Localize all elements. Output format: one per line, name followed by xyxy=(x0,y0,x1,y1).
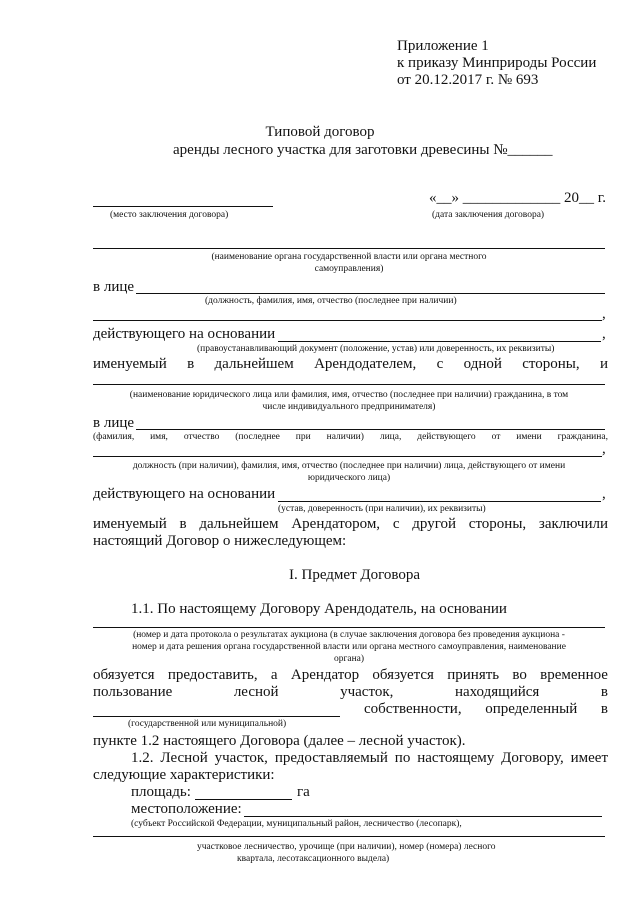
area-label: площадь: xyxy=(131,784,191,800)
date-field: «__» _____________ 20__ г. xyxy=(429,190,606,206)
lessee-name-caption-1: (наименование юридического лица или фамилия, имя, отчество (последнее при наличии) гражданина, в том xyxy=(129,390,569,400)
lessee-comma-2: , xyxy=(602,486,606,502)
word: другой xyxy=(412,516,457,532)
organ-caption-1: (наименование органа государственной власти или органа местного xyxy=(211,252,487,262)
lessor-named-line xyxy=(93,356,608,373)
lessor-comma-1: , xyxy=(602,306,606,322)
word: при xyxy=(295,432,311,442)
word: по xyxy=(394,750,411,766)
paragraph-1-1-end: пункте 1.2 настоящего Договора (далее – лесной участок). xyxy=(93,733,466,749)
paragraph-1-1: 1.1. По настоящему Договору Арендодатель, на основании xyxy=(131,601,507,617)
lessee-person-line-2 xyxy=(93,456,602,457)
protocol-caption-3: органа) xyxy=(333,654,365,664)
word: участок, xyxy=(340,684,394,700)
word: находящийся xyxy=(454,684,540,700)
lessor-person-line xyxy=(136,293,605,294)
word: гражданина, xyxy=(557,432,608,442)
lessee-comma-1: , xyxy=(602,441,606,457)
word: в xyxy=(600,701,608,717)
word: принять xyxy=(447,667,500,683)
word: пользование xyxy=(93,684,173,700)
word: с xyxy=(436,356,444,372)
title-line-2: аренды лесного участка для заготовки древесины №______ xyxy=(173,142,553,158)
word: 1.2. xyxy=(131,750,154,766)
word: лесной xyxy=(233,684,279,700)
section-heading: I. Предмет Договора xyxy=(289,567,421,583)
date-caption: (дата заключения договора) xyxy=(432,210,545,220)
location-caption: (субъект Российской Федерации, муниципальный район, лесничество (лесопарк), xyxy=(131,819,462,829)
lessee-named-line xyxy=(93,516,608,533)
place-line xyxy=(93,206,273,207)
word: обязуется xyxy=(372,667,434,683)
obligation-line xyxy=(93,667,608,684)
word: в xyxy=(187,356,195,372)
word: наличии) xyxy=(326,432,364,442)
location-label: местоположение: xyxy=(131,801,242,817)
use-line xyxy=(93,684,608,701)
word: в xyxy=(179,516,187,532)
lessee-named-line-2: настоящий Договор о нижеследующем: xyxy=(93,533,347,549)
word: с xyxy=(392,516,400,532)
word: заключили xyxy=(538,516,608,532)
lessor-basis-label: действующего на основании xyxy=(93,326,276,342)
district-line xyxy=(93,836,605,837)
ownership-line xyxy=(93,716,340,717)
lessor-person-line-2 xyxy=(93,320,602,321)
lessee-person-caption xyxy=(93,432,608,442)
word: дальнейшем xyxy=(214,356,294,372)
word: лица, xyxy=(379,432,402,442)
word: предоставить, xyxy=(167,667,258,683)
lessee-name-caption-2: числе индивидуального предпринимателя) xyxy=(262,402,436,412)
word: имя, xyxy=(150,432,168,442)
paragraph-1-2-line-2: следующие характеристики: xyxy=(93,767,275,783)
word: собственности, xyxy=(364,701,462,717)
word: Арендатором, xyxy=(291,516,381,532)
ownership-caption: (государственной или муниципальной) xyxy=(128,719,287,729)
title-line-1: Типовой договор xyxy=(265,124,375,140)
protocol-caption-2: номер и дата решения органа государственной власти или органа местного самоуправления, наименование xyxy=(132,642,566,652)
word: стороны, xyxy=(522,356,580,372)
word: предоставляемый xyxy=(274,750,388,766)
word: в xyxy=(600,684,608,700)
word: отчество xyxy=(183,432,220,442)
appendix-line-1: Приложение 1 xyxy=(397,38,489,54)
word: действующего xyxy=(417,432,476,442)
lessor-position-caption: (должность, фамилия, имя, отчество (последнее при наличии) xyxy=(205,296,457,306)
area-line xyxy=(195,799,292,800)
lessor-in-person-label: в лице xyxy=(93,279,135,295)
word: обязуется xyxy=(93,667,155,683)
word: (последнее xyxy=(235,432,280,442)
word: одной xyxy=(463,356,502,372)
lessor-basis-line xyxy=(278,341,601,342)
district-caption-1: участковое лесничество, урочище (при наличии), номер (номера) лесного xyxy=(197,842,496,852)
protocol-line xyxy=(93,627,605,628)
lessor-comma-2: , xyxy=(602,326,606,342)
lessee-position-caption-2: юридического лица) xyxy=(307,473,391,483)
organ-line xyxy=(93,248,605,249)
lessee-position-caption-1: должность (при наличии), фамилия, имя, отчество (последнее при наличии) лица, действующего от имени xyxy=(132,461,566,471)
word: имеет xyxy=(570,750,608,766)
paragraph-1-2 xyxy=(131,750,608,767)
lessee-name-line xyxy=(93,384,605,385)
organ-caption-2: самоуправления) xyxy=(314,264,384,274)
word: Арендатор xyxy=(290,667,360,683)
word: а xyxy=(270,667,278,683)
word: участок, xyxy=(214,750,268,766)
location-line xyxy=(244,816,602,817)
word: дальнейшем xyxy=(199,516,279,532)
word: настоящему xyxy=(417,750,495,766)
lessee-basis-caption: (устав, доверенность (при наличии), их реквизиты) xyxy=(278,504,486,514)
word: именуемый xyxy=(93,356,167,372)
district-caption-2: квартала, лесотаксационного выдела) xyxy=(237,854,390,864)
lessor-basis-caption: (правоустанавливающий документ (положение, устав) или доверенность, их реквизиты) xyxy=(197,344,555,354)
lessee-basis-label: действующего на основании xyxy=(93,486,276,502)
appendix-line-3: от 20.12.2017 г. № 693 xyxy=(397,72,539,88)
word: Лесной xyxy=(160,750,208,766)
place-caption: (место заключения договора) xyxy=(110,210,229,220)
word: от xyxy=(491,432,501,442)
word: определенный xyxy=(485,701,578,717)
word: во xyxy=(512,667,527,683)
word: и xyxy=(599,356,608,372)
ownership-line-text xyxy=(364,701,608,718)
word: имени xyxy=(516,432,542,442)
appendix-line-2: к приказу Минприроды России xyxy=(397,55,597,71)
lessee-person-line xyxy=(136,429,605,430)
word: (фамилия, xyxy=(93,432,135,442)
word: временное xyxy=(540,667,608,683)
word: именуемый xyxy=(93,516,167,532)
word: Арендодателем, xyxy=(314,356,417,372)
lessee-in-person-label: в лице xyxy=(93,415,135,431)
word: Договору, xyxy=(501,750,564,766)
area-unit: га xyxy=(297,784,310,800)
lessee-basis-line xyxy=(278,501,601,502)
word: стороны, xyxy=(468,516,527,532)
protocol-caption-1: (номер и дата протокола о результатах аукциона (в случае заключения договора без проведения аукциона - xyxy=(133,630,565,640)
